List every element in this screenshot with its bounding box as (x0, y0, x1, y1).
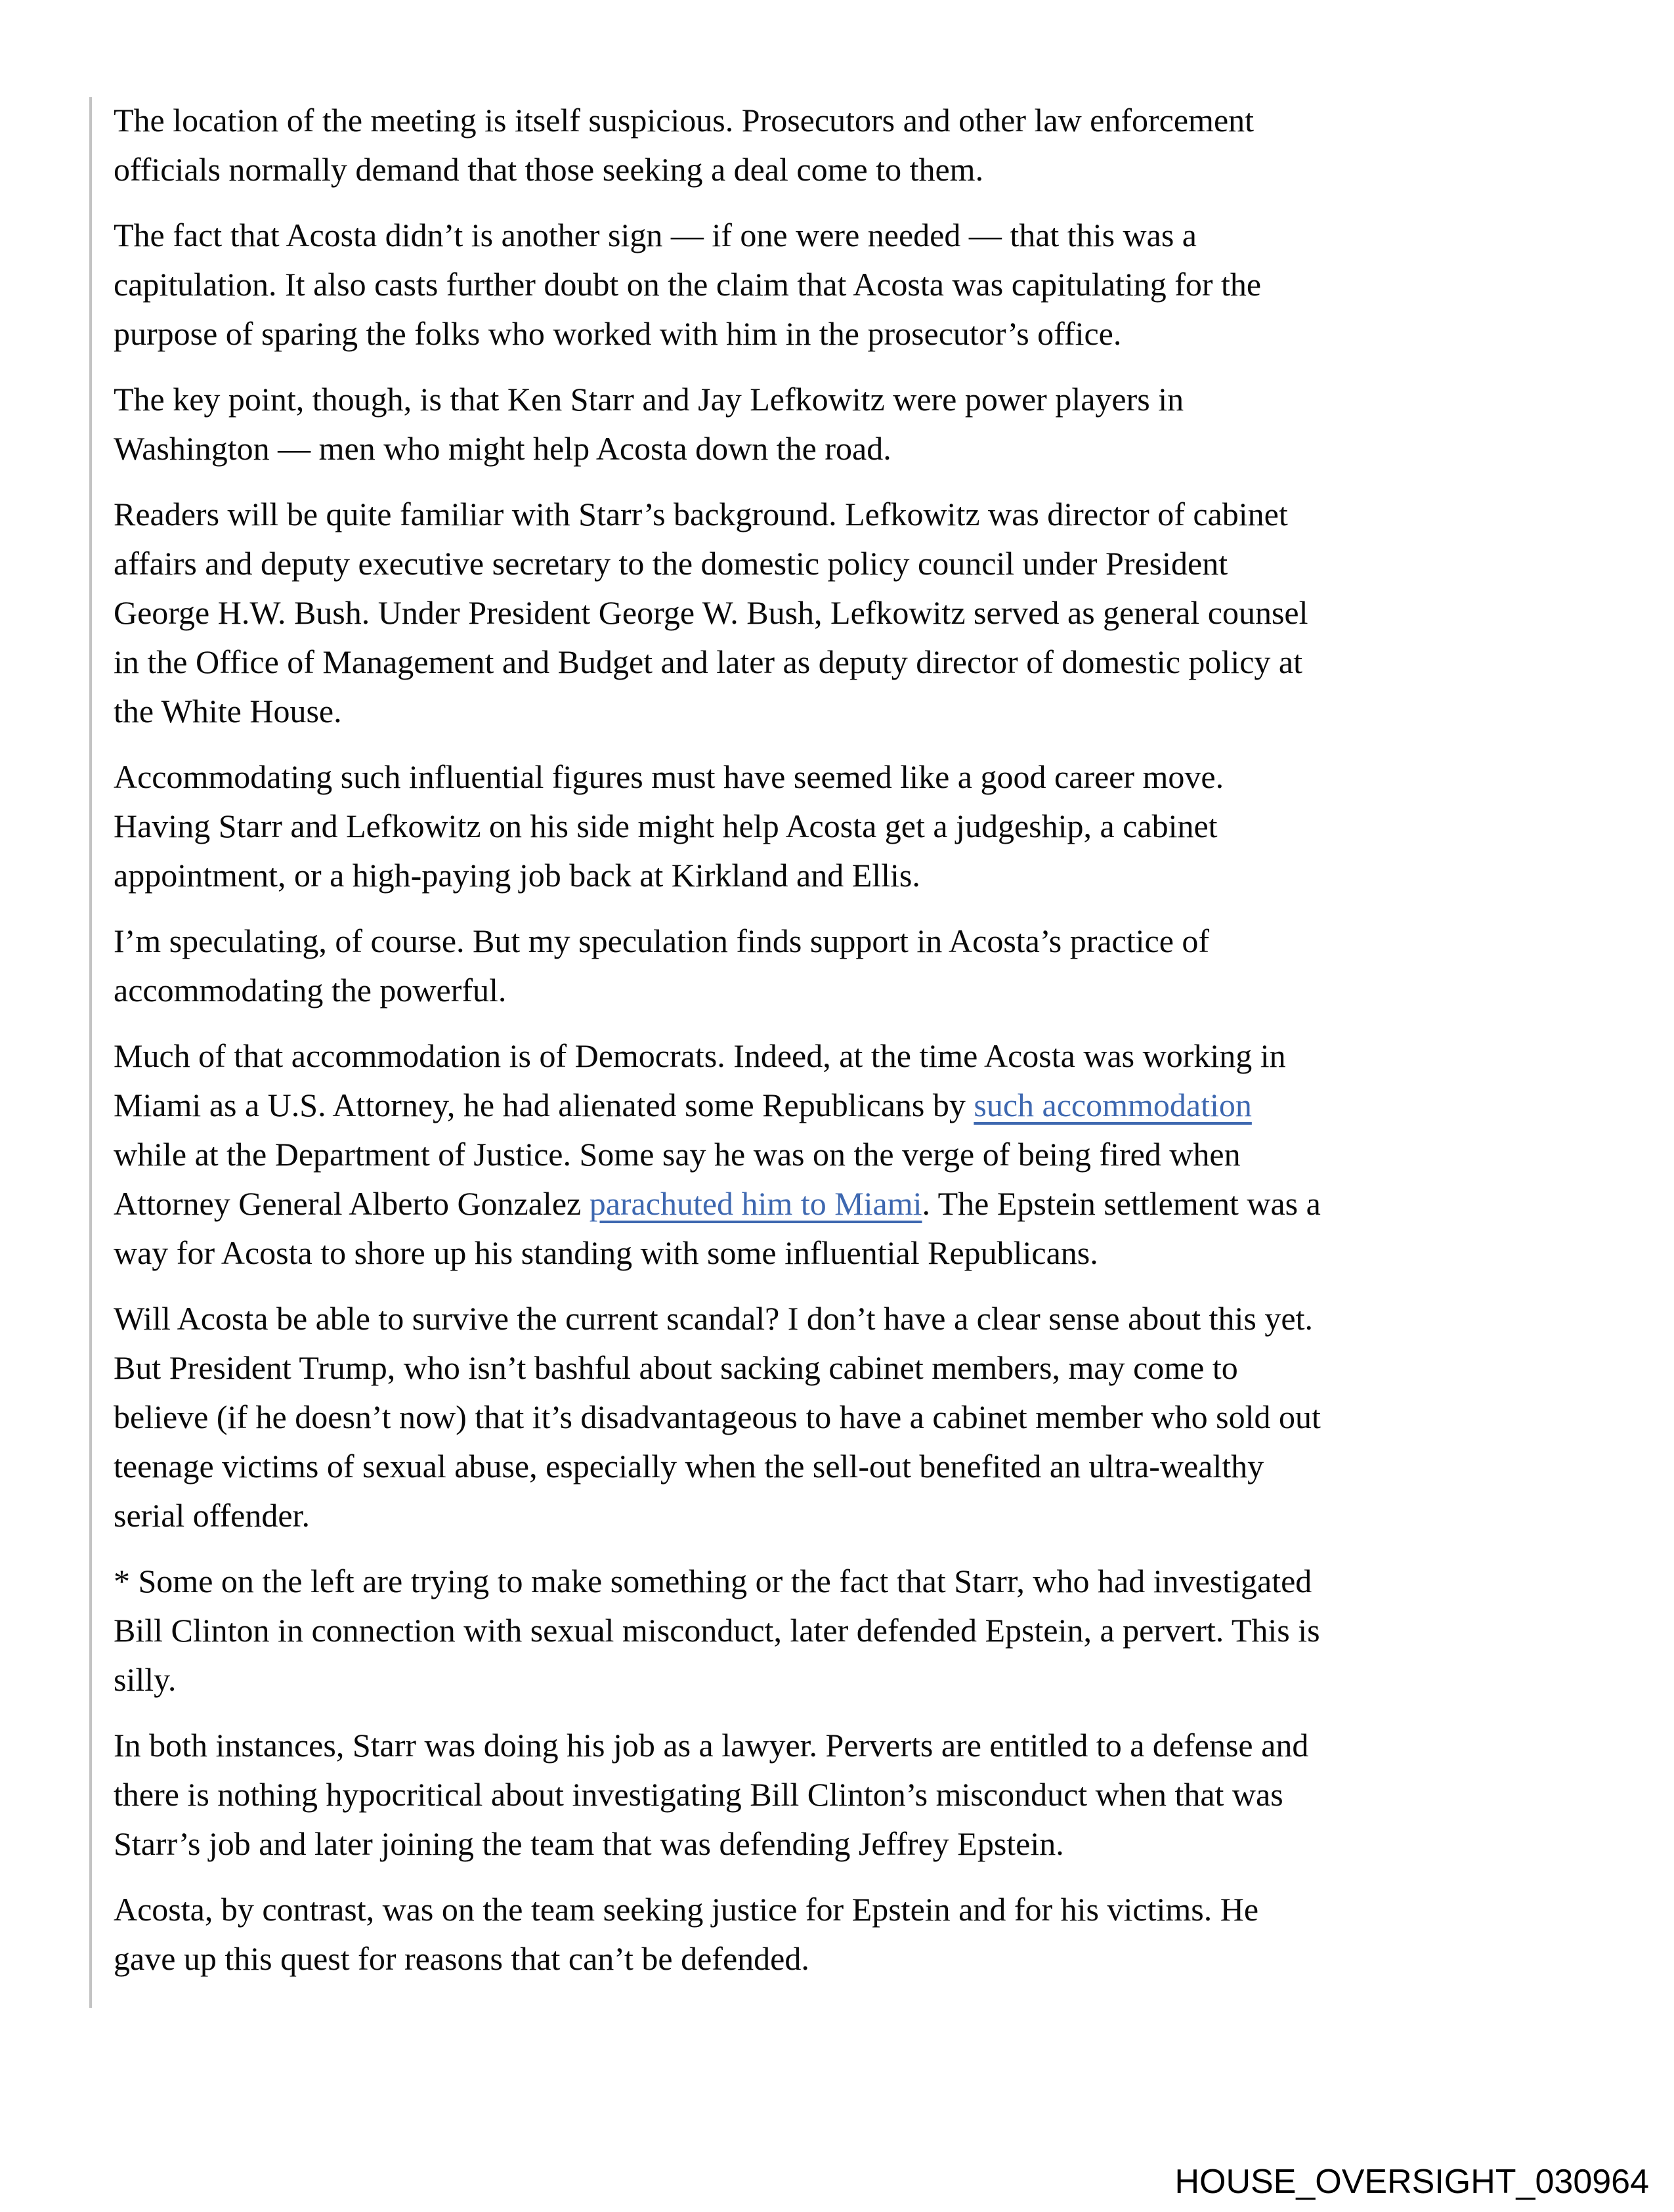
text-line (114, 490, 1607, 539)
text-line (114, 539, 1607, 588)
paragraph (114, 1885, 1607, 1984)
text-segment: * Some on the left are trying to make something or the fact that Starr, who had investigated (114, 1563, 1312, 1599)
paragraph (114, 917, 1607, 1015)
text-segment: believe (if he doesn’t now) that it’s disadvantageous to have a cabinet member who sold out (114, 1399, 1321, 1435)
text-line (114, 1819, 1607, 1869)
text-line (114, 687, 1607, 736)
document-body (114, 96, 1607, 2000)
text-line (114, 1934, 1607, 1984)
text-segment: teenage victims of sexual abuse, especially when the sell-out benefited an ultra-wealthy (114, 1448, 1264, 1485)
text-line (114, 851, 1607, 900)
text-segment: Bill Clinton in connection with sexual misconduct, later defended Epstein, a pervert. This is (114, 1612, 1320, 1649)
text-line (114, 1770, 1607, 1819)
text-line (114, 145, 1607, 194)
text-line (114, 375, 1607, 424)
text-segment: Having Starr and Lefkowitz on his side might help Acosta get a judgeship, a cabinet (114, 808, 1218, 844)
text-segment: appointment, or a high-paying job back at Kirkland and Ellis. (114, 857, 920, 894)
text-segment: there is nothing hypocritical about investigating Bill Clinton’s misconduct when that was (114, 1776, 1283, 1813)
paragraph (114, 490, 1607, 736)
text-line (114, 1557, 1607, 1606)
text-segment: The fact that Acosta didn’t is another sign — if one were needed — that this was a (114, 217, 1197, 253)
text-line (114, 1491, 1607, 1540)
text-segment: Accommodating such influential figures must have seemed like a good career move. (114, 758, 1224, 795)
text-line (114, 1228, 1607, 1278)
text-segment: accommodating the powerful. (114, 972, 507, 1008)
text-line (114, 309, 1607, 358)
text-segment: way for Acosta to shore up his standing with some influential Republicans. (114, 1234, 1098, 1271)
text-segment: Washington — men who might help Acosta down the road. (114, 430, 891, 467)
text-segment: Miami as a U.S. Attorney, he had alienated some Republicans by (114, 1087, 974, 1123)
text-line (114, 1885, 1607, 1934)
text-line (114, 1655, 1607, 1704)
bates-number: HOUSE_OVERSIGHT_030964 (1174, 2163, 1649, 2201)
text-line (114, 638, 1607, 687)
text-segment: But President Trump, who isn’t bashful about sacking cabinet members, may come to (114, 1349, 1238, 1386)
text-line (114, 966, 1607, 1015)
text-segment: The key point, though, is that Ken Starr and Jay Lefkowitz were power players in (114, 381, 1184, 418)
left-margin-line (89, 97, 92, 2008)
text-line (114, 588, 1607, 638)
hyperlink[interactable]: parachuted him to Miami (589, 1185, 922, 1222)
text-line (114, 424, 1607, 473)
paragraph (114, 375, 1607, 473)
text-segment: Much of that accommodation is of Democrats. Indeed, at the time Acosta was working in (114, 1037, 1286, 1074)
text-segment: affairs and deputy executive secretary to the domestic policy council under President (114, 545, 1228, 582)
text-segment: silly. (114, 1661, 177, 1698)
text-line (114, 1606, 1607, 1655)
text-segment: in the Office of Management and Budget and later as deputy director of domestic policy at (114, 643, 1302, 680)
text-segment: Attorney General Alberto Gonzalez (114, 1185, 590, 1222)
text-segment: purpose of sparing the folks who worked with him in the prosecutor’s office. (114, 315, 1122, 352)
text-line (114, 1393, 1607, 1442)
text-segment: Will Acosta be able to survive the current scandal? I don’t have a clear sense about this yet. (114, 1300, 1313, 1337)
text-line (114, 1442, 1607, 1491)
text-line (114, 211, 1607, 260)
paragraph (114, 1294, 1607, 1540)
text-line (114, 1343, 1607, 1393)
text-segment: Starr’s job and later joining the team that was defending Jeffrey Epstein. (114, 1825, 1064, 1862)
text-line (114, 96, 1607, 145)
text-segment: the White House. (114, 693, 342, 729)
paragraph (114, 752, 1607, 900)
text-line (114, 1031, 1607, 1081)
paragraph (114, 211, 1607, 358)
hyperlink[interactable]: such accommodation (974, 1087, 1252, 1123)
text-segment: serial offender. (114, 1497, 310, 1534)
text-line (114, 802, 1607, 851)
text-segment: The location of the meeting is itself suspicious. Prosecutors and other law enforcement (114, 102, 1255, 139)
paragraph (114, 1031, 1607, 1278)
paragraph (114, 96, 1607, 194)
paragraph (114, 1721, 1607, 1869)
text-line (114, 1130, 1607, 1179)
text-line (114, 1081, 1607, 1130)
text-segment: I’m speculating, of course. But my speculation finds support in Acosta’s practice of (114, 922, 1210, 959)
text-segment: capitulation. It also casts further doubt on the claim that Acosta was capitulating for the (114, 266, 1262, 303)
text-segment: . The Epstein settlement was a (922, 1185, 1321, 1222)
text-segment: while at the Department of Justice. Some say he was on the verge of being fired when (114, 1136, 1241, 1173)
text-line (114, 1294, 1607, 1343)
text-line (114, 1179, 1607, 1228)
text-line (114, 1721, 1607, 1770)
text-segment: In both instances, Starr was doing his job as a lawyer. Perverts are entitled to a defense and (114, 1727, 1309, 1764)
text-line (114, 260, 1607, 309)
text-segment: officials normally demand that those seeking a deal come to them. (114, 151, 984, 188)
text-segment: George H.W. Bush. Under President George W. Bush, Lefkowitz served as general counsel (114, 594, 1308, 631)
text-segment: gave up this quest for reasons that can’t be defended. (114, 1940, 809, 1977)
text-line (114, 752, 1607, 802)
text-line (114, 917, 1607, 966)
text-segment: Acosta, by contrast, was on the team seeking justice for Epstein and for his victims. He (114, 1891, 1259, 1928)
paragraph (114, 1557, 1607, 1704)
text-segment: Readers will be quite familiar with Starr’s background. Lefkowitz was director of cabinet (114, 496, 1288, 532)
